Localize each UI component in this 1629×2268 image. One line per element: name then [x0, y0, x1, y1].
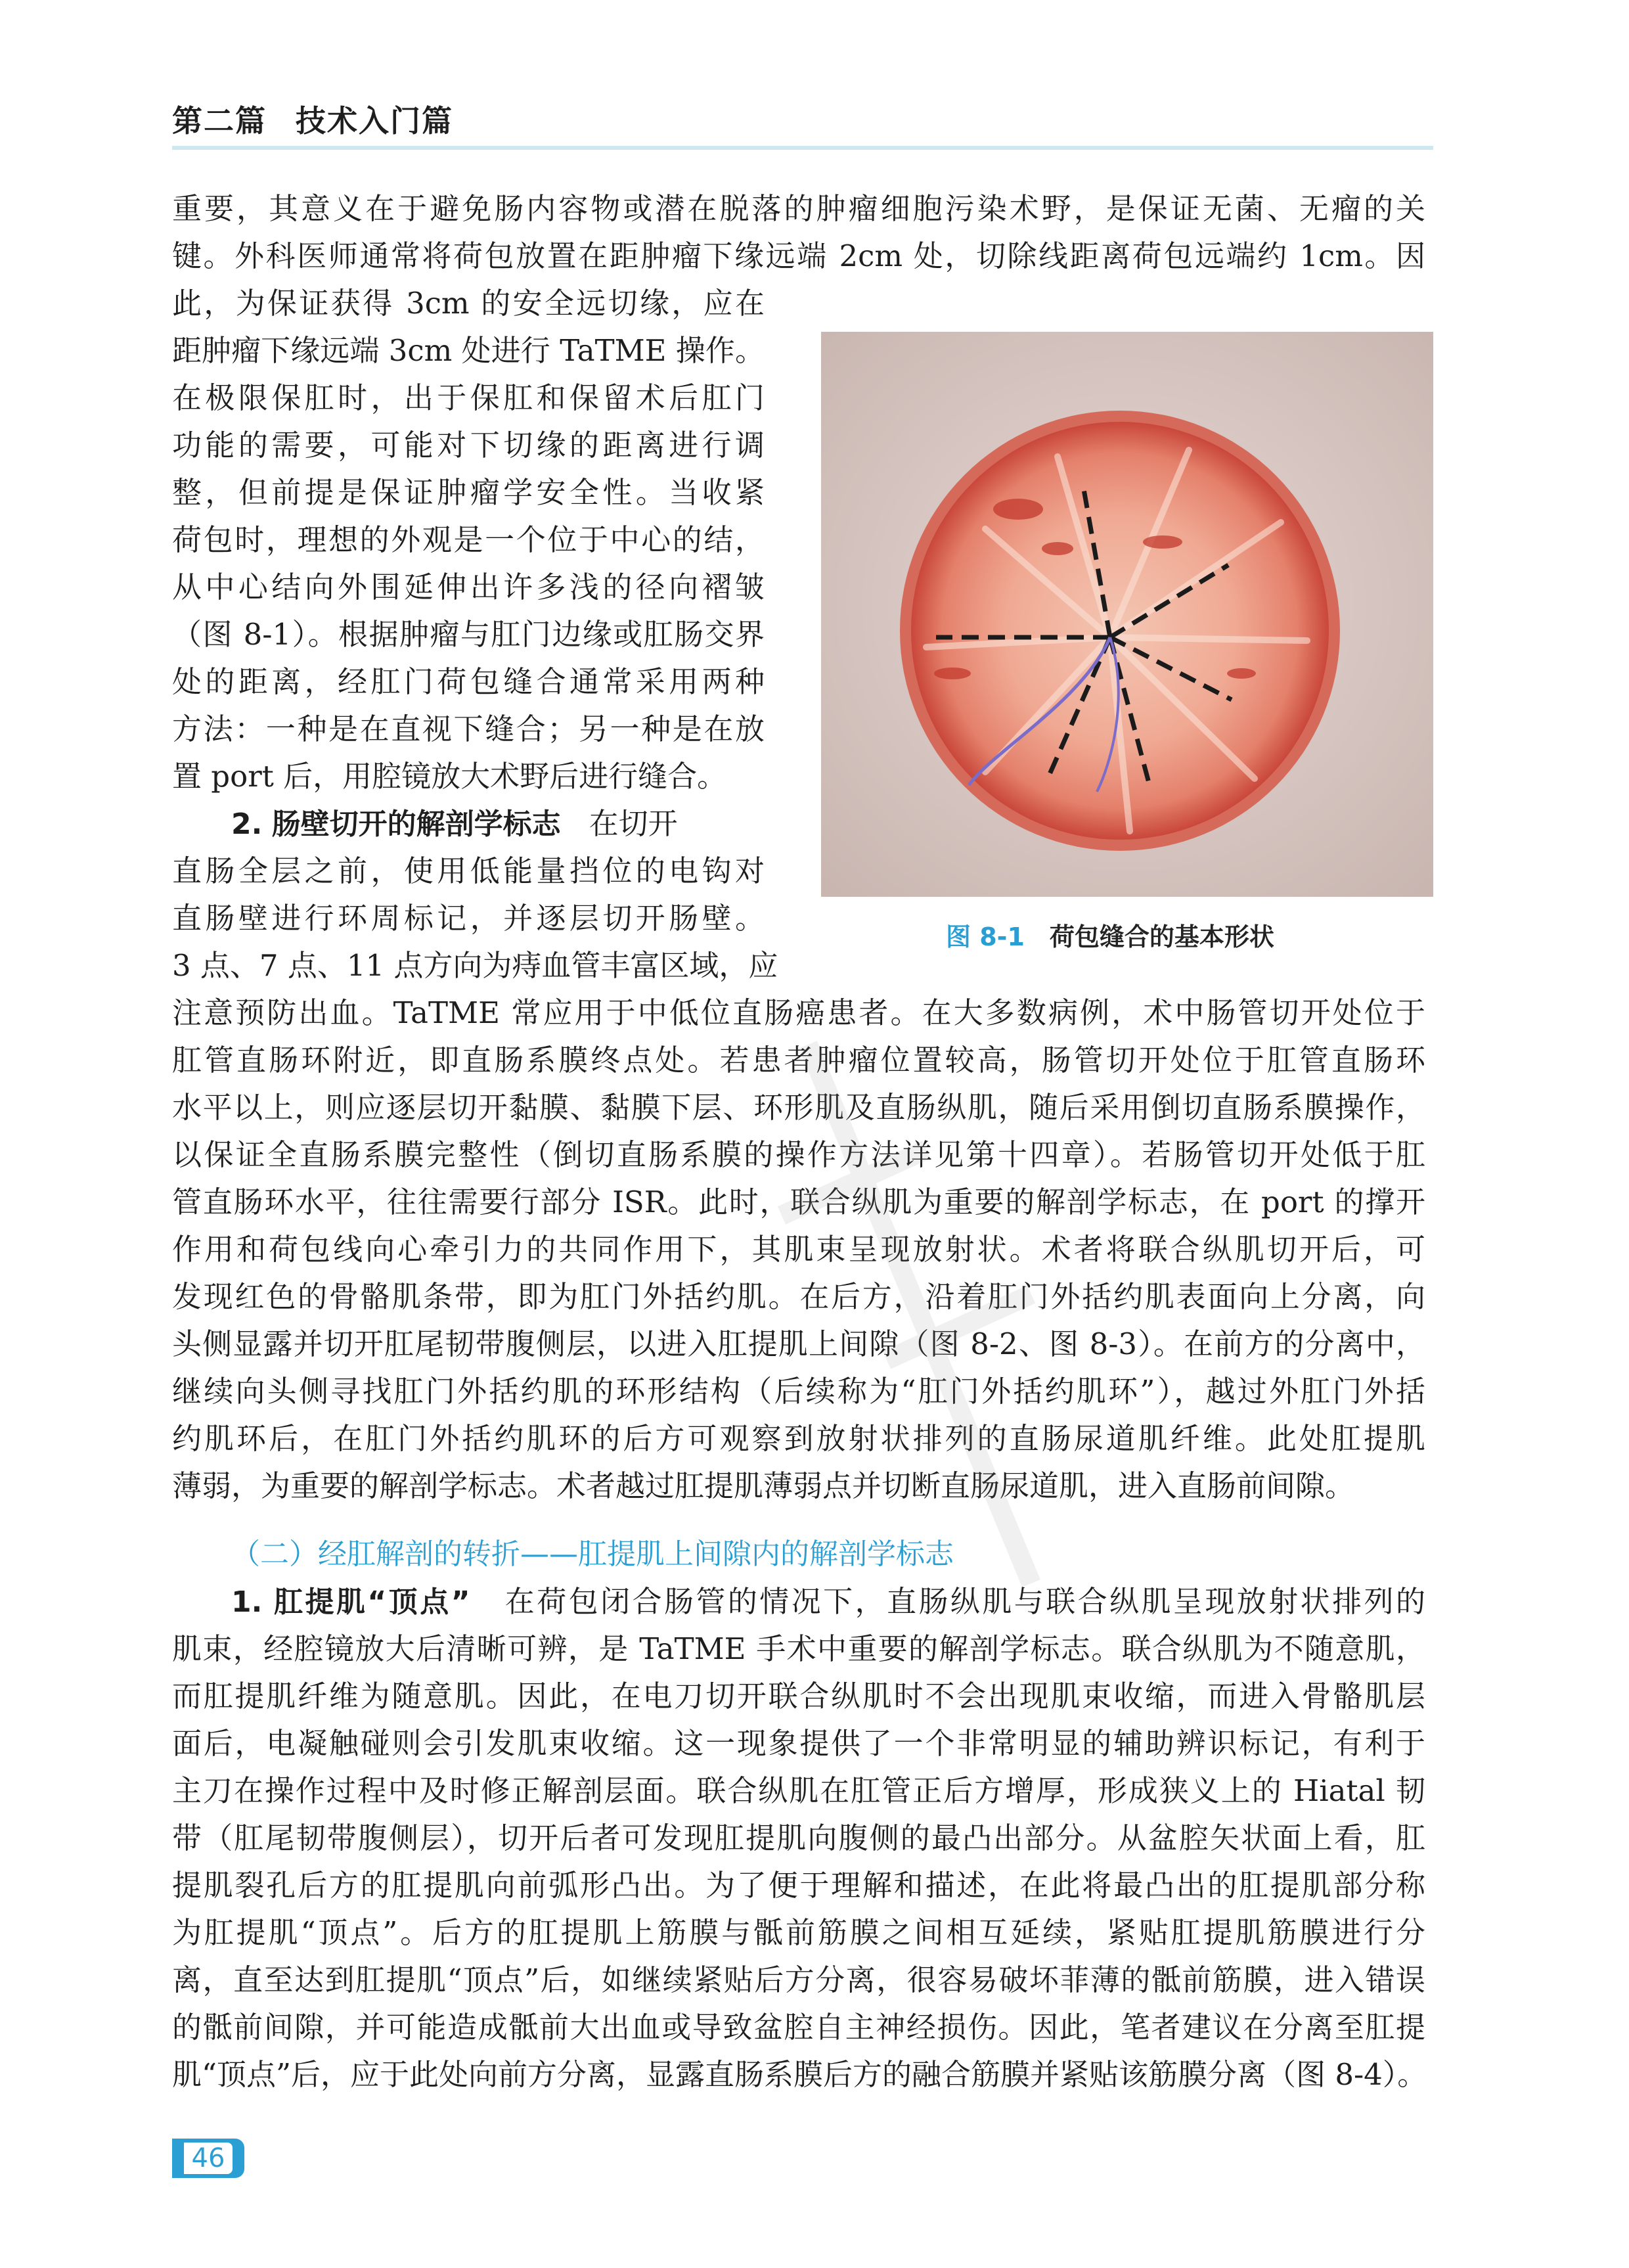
- text-line: 在极限保肛时，出于保肛和保留术后肛门: [172, 380, 765, 415]
- text-line: 3 点、7 点、11 点方向为痔血管丰富区域，应: [172, 948, 778, 983]
- text-line: 直肠全层之前，使用低能量挡位的电钩对: [172, 853, 765, 888]
- text-line: 键。外科医师通常将荷包放置在距肿瘤下缘远端 2cm 处，切除线距离荷包远端约 1cm。因: [172, 238, 1425, 273]
- text-line: 提肌裂孔后方的肛提肌向前弧形凸出。为了便于理解和描述，在此将最凸出的肛提肌部分称: [172, 1868, 1425, 1903]
- text-line: 而肛提肌纤维为随意肌。因此，在电刀切开联合纵肌时不会出现肌束收缩，而进入骨骼肌层: [172, 1679, 1425, 1713]
- text-line: 发现红色的骨骼肌条带，即为肛门外括约肌。在后方，沿着肛门外括约肌表面向上分离，向: [172, 1279, 1425, 1314]
- text-line: 继续向头侧寻找肛门外括约肌的环形结构（后续称为“肛门外括约肌环”），越过外肛门外括: [172, 1374, 1425, 1409]
- figure-number: 图 8-1: [946, 922, 1025, 951]
- text-line: 方法：一种是在直视下缝合；另一种是在放: [172, 712, 765, 746]
- text-line: 头侧显露并切开肛尾韧带腹侧层，以进入肛提肌上间隙（图 8-2、图 8-3）。在前方的分离中，: [172, 1327, 1425, 1361]
- section-heading: 肛提肌“顶点”: [274, 1585, 470, 1619]
- text-line: 直肠壁进行环周标记，并逐层切开肠壁。: [172, 901, 765, 936]
- section-heading-line: [172, 1578, 1425, 1625]
- text-line: 为肛提肌“顶点”。后方的肛提肌上筋膜与骶前筋膜之间相互延续，紧贴肛提肌筋膜进行分: [172, 1915, 1425, 1950]
- text-line: 距肿瘤下缘远端 3cm 处进行 TaTME 操作。: [172, 333, 765, 368]
- text-line: 主刀在操作过程中及时修正解剖层面。联合纵肌在肛管正后方增厚，形成狭义上的 Hiatal 韧: [172, 1773, 1425, 1808]
- page-number-tab: [172, 2139, 244, 2178]
- text-line: 离，直至达到肛提肌“顶点”后，如继续紧贴后方分离，很容易破坏菲薄的骶前筋膜，进入错误: [172, 1962, 1425, 1997]
- section-text: 在荷包闭合肠管的情况下，直肠纵肌与联合纵肌呈现放射状排列的: [504, 1584, 1425, 1619]
- text-line: 整，但前提是保证肿瘤学安全性。当收紧: [172, 475, 765, 510]
- section-number: 2.: [231, 807, 263, 841]
- text-line: 带（肛尾韧带腹侧层），切开后者可发现肛提肌向腹侧的最凸出部分。从盆腔矢状面上看，肛: [172, 1821, 1425, 1855]
- subsection-heading: （二）经肛解剖的转折——肛提肌上间隙内的解剖学标志: [231, 1537, 954, 1571]
- header-part: 第二篇: [172, 103, 267, 139]
- text-line: 约肌环后，在肛门外括约肌环的后方可观察到放射状排列的直肠尿道肌纤维。此处肛提肌: [172, 1421, 1425, 1456]
- text-line: 肌“顶点”后，应于此处向前方分离，显露直肠系膜后方的融合筋膜并紧贴该筋膜分离（图 8-4）。: [172, 2057, 1427, 2092]
- text-line: 管直肠环水平，往往需要行部分 ISR。此时，联合纵肌为重要的解剖学标志，在 port 的撑开: [172, 1185, 1425, 1219]
- text-line: 荷包时，理想的外观是一个位于中心的结，: [172, 522, 765, 557]
- text-line: 处的距离，经肛门荷包缝合通常采用两种: [172, 664, 765, 699]
- text-line: （图 8-1）。根据肿瘤与肛门边缘或肛肠交界: [172, 617, 765, 652]
- section-text: 在切开: [589, 806, 678, 841]
- section-number: 1.: [231, 1585, 263, 1619]
- section-heading-line: [172, 800, 765, 848]
- running-header: [172, 97, 453, 141]
- header-rule: [172, 146, 1433, 150]
- text-line: 薄弱，为重要的解剖学标志。术者越过肛提肌薄弱点并切断直肠尿道肌，进入直肠前间隙。: [172, 1468, 1355, 1503]
- text-line: 肌束，经腔镜放大后清晰可辨，是 TaTME 手术中重要的解剖学标志。联合纵肌为不随意肌，: [172, 1631, 1425, 1666]
- text-line: 注意预防出血。TaTME 常应用于中低位直肠癌患者。在大多数病例，术中肠管切开处位于: [172, 995, 1425, 1030]
- text-line: 以保证全直肠系膜完整性（倒切直肠系膜的操作方法详见第十四章）。若肠管切开处低于肛: [172, 1137, 1425, 1172]
- figure-title: 荷包缝合的基本形状: [1049, 922, 1274, 951]
- text-line: 作用和荷包线向心牵引力的共同作用下，其肌束呈现放射状。术者将联合纵肌切开后，可: [172, 1232, 1425, 1267]
- text-line: 面后，电凝触碰则会引发肌束收缩。这一现象提供了一个非常明显的辅助辨识标记，有利于: [172, 1726, 1425, 1761]
- text-line: 肛管直肠环附近，即直肠系膜终点处。若患者肿瘤位置较高，肠管切开处位于肛管直肠环: [172, 1043, 1425, 1077]
- page-number: 46: [184, 2143, 233, 2174]
- text-line: 置 port 后，用腔镜放大术野后进行缝合。: [172, 759, 727, 794]
- text-line: 的骶前间隙，并可能造成骶前大出血或导致盆腔自主神经损伤。因此，笔者建议在分离至肛提: [172, 2010, 1425, 2045]
- figure-caption: [821, 917, 1433, 953]
- header-title: 技术入门篇: [296, 103, 453, 139]
- text-line: 此，为保证获得 3cm 的安全远切缘，应在: [172, 286, 765, 321]
- section-heading: 肠壁切开的解剖学标志: [271, 807, 561, 841]
- text-line: 功能的需要，可能对下切缘的距离进行调: [172, 428, 765, 463]
- figure-8-1-photo: [821, 332, 1433, 897]
- text-line: 从中心结向外围延伸出许多浅的径向褶皱: [172, 570, 765, 604]
- purse-string-photo: [821, 332, 1433, 897]
- text-line: 重要，其意义在于避免肠内容物或潜在脱落的肿瘤细胞污染术野，是保证无菌、无瘤的关: [172, 191, 1425, 226]
- text-line: 水平以上，则应逐层切开黏膜、黏膜下层、环形肌及直肠纵肌，随后采用倒切直肠系膜操作，: [172, 1090, 1425, 1125]
